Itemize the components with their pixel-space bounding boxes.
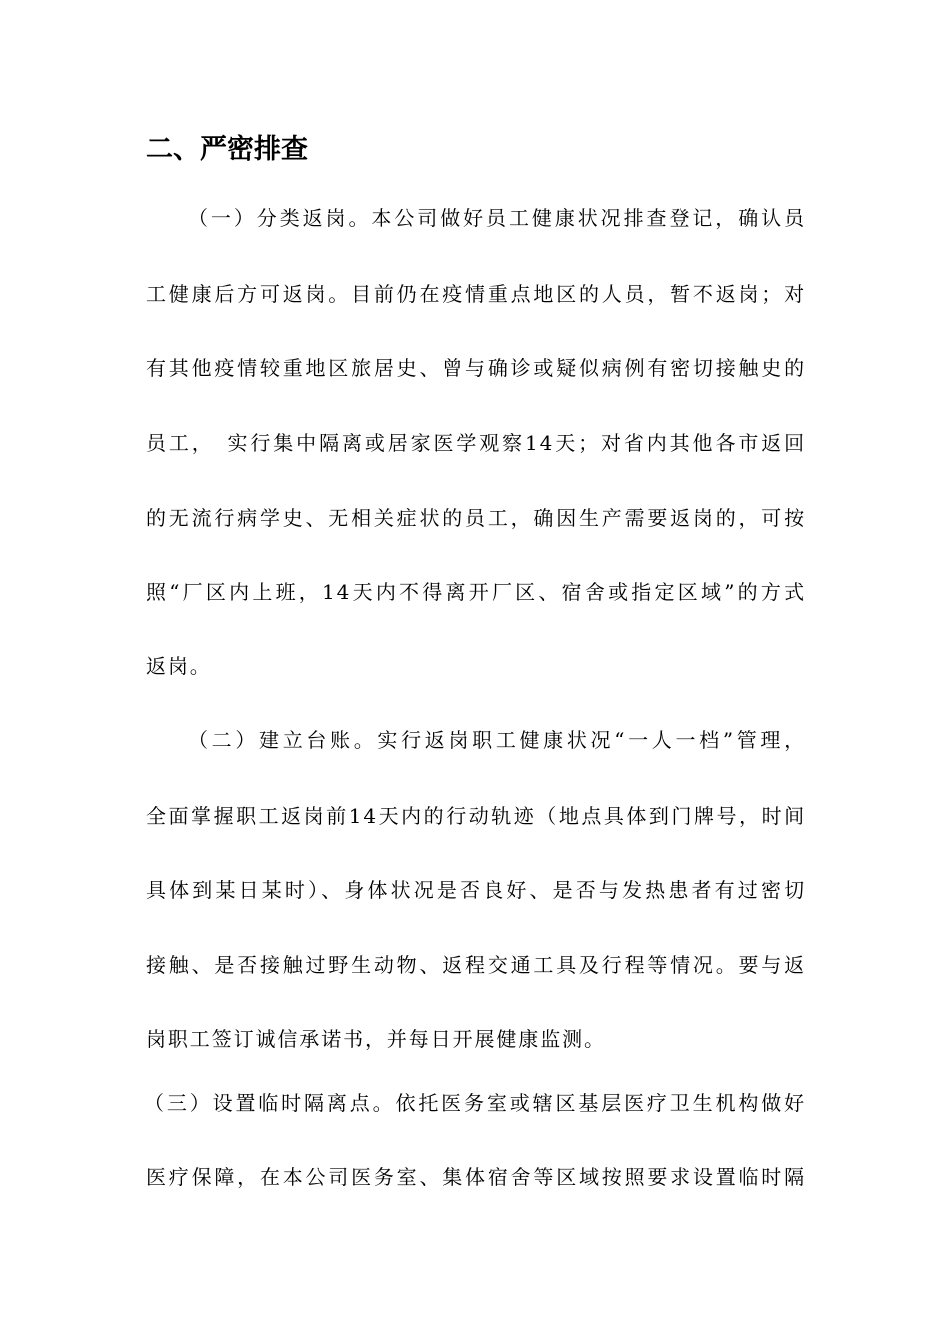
paragraph-1-line-7: 返岗。 (146, 654, 212, 678)
paragraph-2-line-2: 全面掌握职工返岗前14天内的行动轨迹（地点具体到门牌号，时间 (146, 804, 806, 828)
paragraph-1-line-1: （一）分类返岗。本公司做好员工健康状况排查登记，确认员 (188, 206, 806, 230)
paragraph-1-line-5: 的无流行病学史、无相关症状的员工，确因生产需要返岗的，可按 (146, 506, 806, 530)
paragraph-3-line-1: （三）设置临时隔离点。依托医务室或辖区基层医疗卫生机构做好 (144, 1091, 806, 1115)
paragraph-2-line-1: （二）建立台账。实行返岗职工健康状况“一人一档”管理， (188, 728, 806, 752)
paragraph-2-line-3: 具体到某日某时）、身体状况是否良好、是否与发热患者有过密切 (146, 878, 806, 902)
paragraph-2-line-4: 接触、是否接触过野生动物、返程交通工具及行程等情况。要与返 (146, 953, 806, 977)
paragraph-2-line-5: 岗职工签订诚信承诺书，并每日开展健康监测。 (146, 1027, 606, 1051)
paragraph-3-line-2: 医疗保障，在本公司医务室、集体宿舍等区域按照要求设置临时隔 (146, 1165, 806, 1189)
paragraph-1-line-3: 有其他疫情较重地区旅居史、曾与确诊或疑似病例有密切接触史的 (146, 356, 806, 380)
paragraph-1-line-2: 工健康后方可返岗。目前仍在疫情重点地区的人员，暂不返岗；对 (146, 282, 806, 306)
paragraph-1-line-6: 照“厂区内上班，14天内不得离开厂区、宿舍或指定区域”的方式 (146, 580, 806, 604)
paragraph-1-line-4: 员工， 实行集中隔离或居家医学观察14天；对省内其他各市返回 (146, 431, 806, 455)
section-heading: 二、严密排查 (146, 134, 308, 165)
